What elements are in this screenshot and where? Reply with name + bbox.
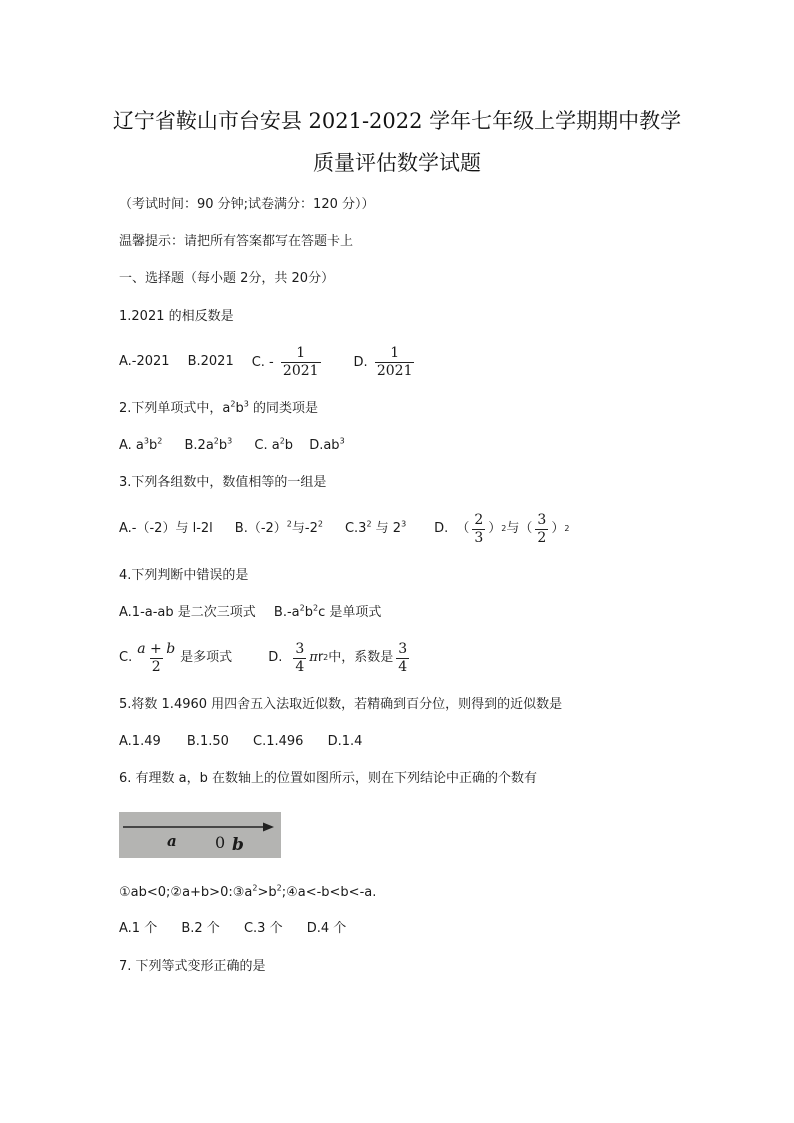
text: C. [119, 650, 133, 665]
exponent: 3 [143, 436, 149, 446]
text: 与 2 [371, 521, 402, 536]
exponent: 2 [213, 436, 219, 446]
denominator: 3 [474, 529, 484, 546]
fraction [535, 512, 548, 547]
option-a: A.1.49 [119, 734, 161, 749]
text: b [235, 401, 244, 416]
denominator: 2 [537, 529, 547, 546]
option-c: C.1.496 [253, 734, 304, 749]
option-d [309, 437, 344, 455]
denominator: 2021 [376, 362, 413, 379]
option-c [345, 520, 406, 538]
text: C.3 [344, 521, 367, 536]
question-2-options [119, 437, 363, 455]
option-a: A.-2021 [119, 354, 170, 369]
question-1-stem: 1.2021 的相反数是 [119, 309, 234, 324]
text: ） [551, 521, 565, 536]
question-5-stem: 5.将数 1.4960 用四舍五入法取近似数，若精确到百分位，则得到的近似数是 [119, 697, 563, 712]
option-c [119, 641, 232, 676]
question-5-options [119, 733, 380, 751]
exponent: 2 [230, 399, 236, 409]
denominator: 2021 [282, 362, 319, 379]
text: D. [434, 521, 449, 536]
exponent: 3 [339, 436, 345, 446]
text: （ [456, 521, 470, 536]
text: c 是单项式 [318, 605, 382, 620]
option-d: D. （ $\frac{2}{3}$ ） 2 与（ $\frac{3}{2}$ ） 2 [434, 511, 570, 546]
numerator: 3 [295, 640, 305, 657]
exponent: 2 [286, 519, 292, 529]
option-b [235, 520, 323, 538]
question-4-stem: 4.下列判断中错误的是 [119, 568, 249, 583]
label-a: a [167, 832, 177, 850]
text: ;④a<-b<b<-a. [281, 885, 377, 900]
number-line-svg [119, 812, 281, 858]
text: ） [488, 521, 502, 536]
pi-symbol: π [309, 650, 318, 665]
question-4-options-cd [119, 637, 430, 679]
option-c: C.3 个 [243, 921, 283, 936]
numerator: 2 [474, 511, 484, 528]
text: C. a [254, 438, 280, 453]
question-1-options [119, 342, 435, 382]
text: b [304, 605, 313, 620]
text: D. [268, 650, 283, 665]
number-line-figure [119, 812, 281, 858]
numerator: 1 [390, 344, 400, 361]
text: b [218, 438, 228, 453]
option-b: B.2021 [187, 354, 234, 369]
document-title-line-1: 辽宁省鞍山市台安县 2021-2022 学年七年级上学期期中教学 [112, 109, 682, 133]
question-7-stem: 7. 下列等式变形正确的是 [119, 959, 266, 974]
tip: 温馨提示：请把所有答案都写在答题卡上 [119, 234, 354, 249]
option-c-label: C. - [251, 354, 274, 370]
label-b: b [232, 835, 244, 855]
option-b: B.2 个 [181, 921, 220, 936]
label-zero: 0 [215, 833, 226, 852]
text: 是多项式 [180, 650, 233, 665]
text: A. a [119, 438, 144, 453]
text: b [149, 438, 158, 453]
question-6-stem: 6. 有理数 a，b 在数轴上的位置如图所示，则在下列结论中正确的个数有 [119, 771, 538, 786]
numerator: a + b [137, 640, 176, 657]
fraction [396, 641, 409, 676]
denominator: 4 [295, 658, 305, 675]
question-4-options-ab [119, 604, 399, 622]
question-6-statements [119, 884, 376, 902]
numerator: 3 [398, 640, 408, 657]
exponent: 2 [299, 603, 305, 613]
numerator: 1 [296, 344, 306, 361]
exponent: 2 [252, 883, 258, 893]
exponent: 2 [366, 519, 372, 529]
exponent: 3 [227, 436, 233, 446]
section-heading: 一、选择题（每小题 2分，共 20分） [119, 271, 335, 286]
question-2-stem [119, 400, 318, 418]
option-a: A.1 个 [119, 921, 158, 936]
question-3-stem: 3.下列各组数中，数值相等的一组是 [119, 475, 327, 490]
fraction [281, 345, 321, 380]
fraction [293, 641, 306, 676]
option-d-label: D. [353, 354, 368, 370]
exam-info: （考试时间：90 分钟;试卷满分：120 分）） [119, 197, 375, 212]
exponent: 2 [313, 603, 319, 613]
option-b [274, 604, 381, 622]
exponent: 2 [276, 883, 282, 893]
arrow-head-icon [263, 823, 274, 832]
exponent: 2 [157, 436, 163, 446]
option-c [254, 437, 293, 455]
fraction [472, 512, 485, 547]
option-b: B.1.50 [186, 734, 229, 749]
denominator: 4 [398, 658, 408, 675]
option-a: A.-（-2）与 l-2l [119, 521, 213, 536]
option-b [185, 437, 233, 455]
text: ①ab<0;②a+b>0:③a [119, 885, 253, 900]
option-d: D. $\frac{3}{4}$ π r 2 中，系数是 $\frac{3}{4}$ [268, 640, 408, 675]
text: 中，系数是 [328, 650, 394, 665]
option-a [119, 437, 162, 455]
text: >b [257, 885, 277, 900]
text: D.ab [309, 438, 340, 453]
exponent: 2 [317, 519, 323, 529]
denominator: 2 [151, 658, 161, 675]
text: 2.下列单项式中，a [119, 401, 231, 416]
question-6-options [119, 920, 364, 938]
text: b [284, 438, 294, 453]
text: B.（-2） [234, 521, 287, 536]
text: 与（ [506, 521, 533, 536]
text: B.2a [184, 438, 214, 453]
option-d [354, 345, 418, 380]
fraction [135, 641, 177, 676]
exponent: 3 [243, 399, 249, 409]
option-a: A.1-a-ab 是二次三项式 [119, 605, 256, 620]
text: 与-2 [291, 521, 318, 536]
exponent: 2 [279, 436, 285, 446]
document-title-line-2: 质量评估数学试题 [313, 151, 481, 175]
question-3-options [119, 508, 587, 550]
option-d: D.4 个 [306, 921, 347, 936]
fraction [375, 345, 415, 380]
numerator: 3 [537, 511, 547, 528]
text: r [317, 650, 324, 665]
option-d: D.1.4 [327, 734, 363, 749]
exponent: 3 [401, 519, 407, 529]
text: 的同类项是 [248, 401, 318, 416]
option-c [252, 345, 324, 380]
text: B.-a [273, 605, 300, 620]
